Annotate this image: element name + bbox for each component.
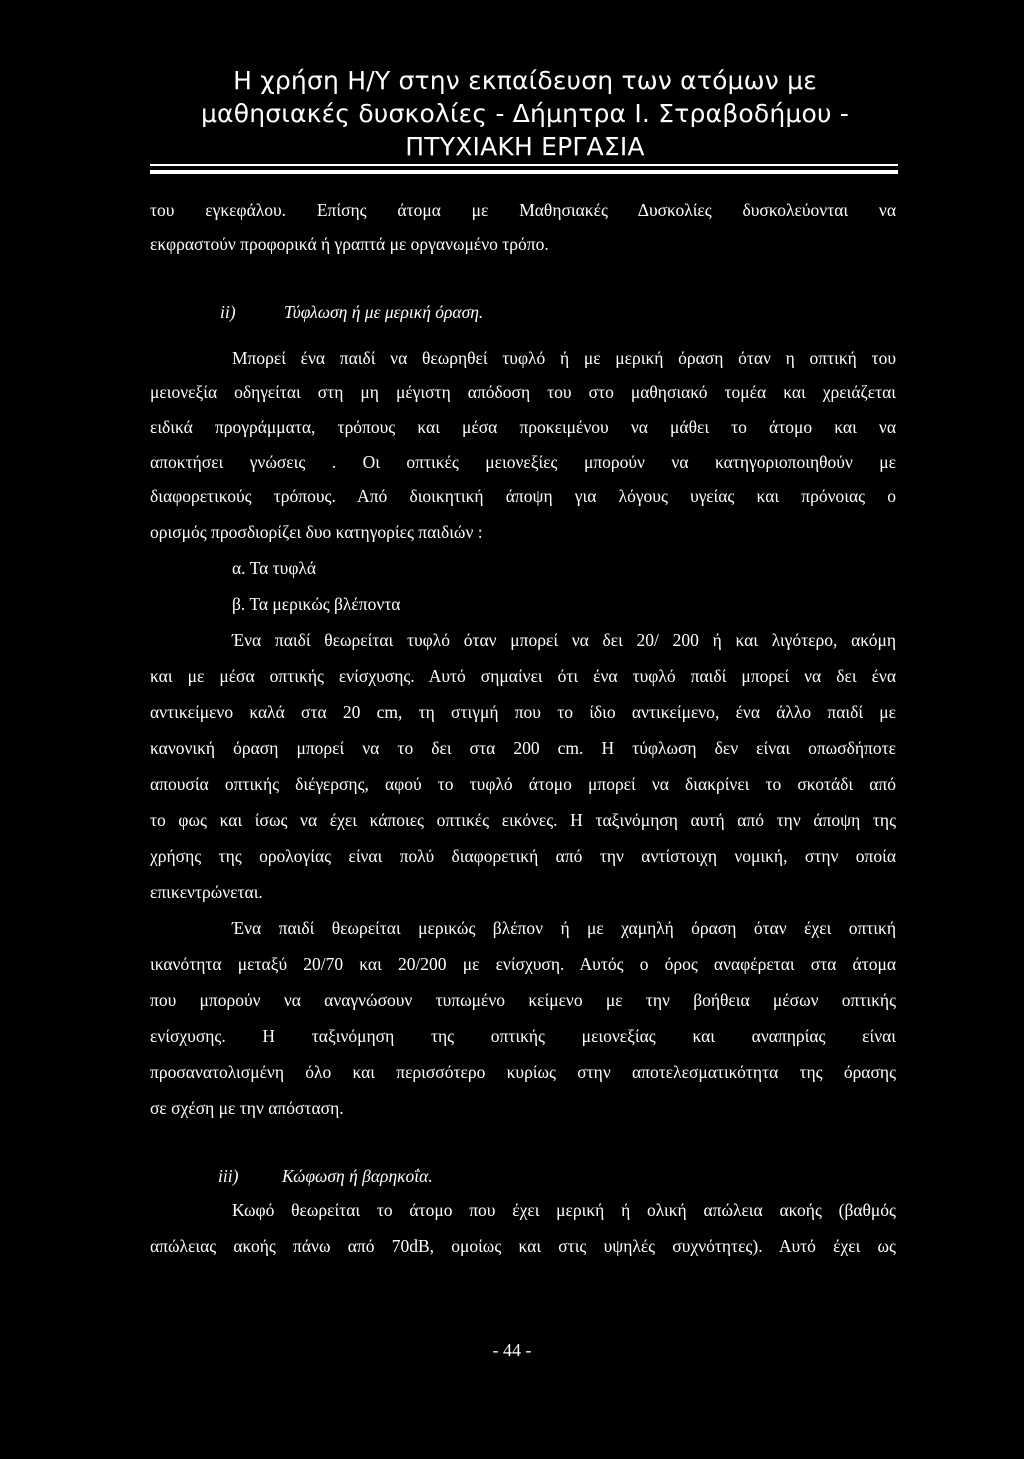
section-title: Κώφωση ή βαρηκοΐα.	[282, 1166, 433, 1186]
header-rule-thin	[150, 164, 898, 166]
text-line: απώλειας ακοής πάνω από 70dB, ομοίως και στις υψηλές συχνότητες). Αυτό έχει ως	[150, 1236, 896, 1256]
text-line: κανονική όραση μπορεί να το δει στα 200 cm. Η τύφλωση δεν είναι οπωσδήποτε	[150, 738, 896, 758]
section-number: iii)	[218, 1166, 239, 1186]
text-line: προσανατολισμένη όλο και περισσότερο κυρίως στην αποτελεσματικότητα της όρασης	[150, 1062, 896, 1082]
header-line-2: μαθησιακές δυσκολίες - Δήμητρα Ι. Στραβοδήμου -	[200, 99, 850, 128]
section-heading-ii	[150, 300, 896, 324]
text-line: ικανότητα μεταξύ 20/70 και 20/200 με ενίσχυση. Αυτός ο όρος αναφέρεται στα άτομα	[150, 954, 896, 974]
text-line: απουσία οπτικής διέγερσης, αφού το τυφλό άτομο μπορεί να διακρίνει το σκοτάδι από	[150, 774, 896, 794]
list-item: α. Τα τυφλά	[232, 558, 317, 578]
section-heading-iii	[150, 1164, 896, 1188]
text-line: Ένα παιδί θεωρείται τυφλό όταν μπορεί να δει 20/ 200 ή και λιγότερο, ακόμη	[232, 630, 896, 650]
text-line: ειδικά προγράμματα, τρόπους και μέσα προκειμένου να μάθει το άτομο και να	[150, 417, 896, 437]
text-line: Μπορεί ένα παιδί να θεωρηθεί τυφλό ή με μερική όραση όταν η οπτική του	[232, 348, 896, 368]
text-line: του εγκεφάλου. Επίσης άτομα με Μαθησιακές Δυσκολίες δυσκολεύονται να	[150, 200, 896, 220]
text-line: σε σχέση με την απόσταση.	[150, 1098, 344, 1118]
section-title: Τύφλωση ή με μερική όραση.	[284, 302, 484, 322]
text-line: διαφορετικούς τρόπους. Από διοικητική άποψη για λόγους υγείας και πρόνοιας ο	[150, 486, 896, 506]
text-line: αποκτήσει γνώσεις . Οι οπτικές μειονεξίες μπορούν να κατηγοριοποιηθούν με	[150, 452, 896, 472]
page-number: - 44 -	[492, 1340, 532, 1360]
text-line: μειονεξία οδηγείται στη μη μέγιστη απόδοση του στο μαθησιακό τομέα και χρειάζεται	[150, 382, 896, 402]
text-line: εκφραστούν προφορικά ή γραπτά με οργανωμένο τρόπο.	[150, 234, 549, 254]
text-line: επικεντρώνεται.	[150, 882, 263, 902]
header-line-3: ΠΤΥΧΙΑΚΗ ΕΡΓΑΣΙΑ	[405, 132, 645, 161]
text-line: ενίσχυσης. Η ταξινόμηση της οπτικής μειονεξίας και αναπηρίας είναι	[150, 1026, 896, 1046]
running-header	[150, 64, 900, 163]
list-item: β. Τα μερικώς βλέποντα	[232, 594, 401, 614]
text-line: Ένα παιδί θεωρείται μερικώς βλέπον ή με χαμηλή όραση όταν έχει οπτική	[232, 918, 896, 938]
text-line: Κωφό θεωρείται το άτομο που έχει μερική ή ολική απώλεια ακοής (βαθμός	[232, 1200, 896, 1220]
text-line: και με μέσα οπτικής ενίσχυσης. Αυτό σημαίνει ότι ένα τυφλό παιδί μπορεί να δει ένα	[150, 666, 896, 686]
text-line: ορισμός προσδιορίζει δυο κατηγορίες παιδιών :	[150, 522, 483, 542]
header-rule-thick	[150, 170, 898, 174]
text-line: χρήσης της ορολογίας είναι πολύ διαφορετική από την αντίστοιχη νομική, στην οποία	[150, 846, 896, 866]
text-line: το φως και ίσως να έχει κάποιες οπτικές εικόνες. Η ταξινόμηση αυτή από την άποψη της	[150, 810, 896, 830]
text-line: αντικείμενο καλά στα 20 cm, τη στιγμή που το ίδιο αντικείμενο, ένα άλλο παιδί με	[150, 702, 896, 722]
header-line-1: Η χρήση Η/Υ στην εκπαίδευση των ατόμων με	[233, 66, 817, 95]
section-number: ii)	[220, 302, 236, 322]
text-line: που μπορούν να αναγνώσουν τυπωμένο κείμενο με την βοήθεια μέσων οπτικής	[150, 990, 896, 1010]
